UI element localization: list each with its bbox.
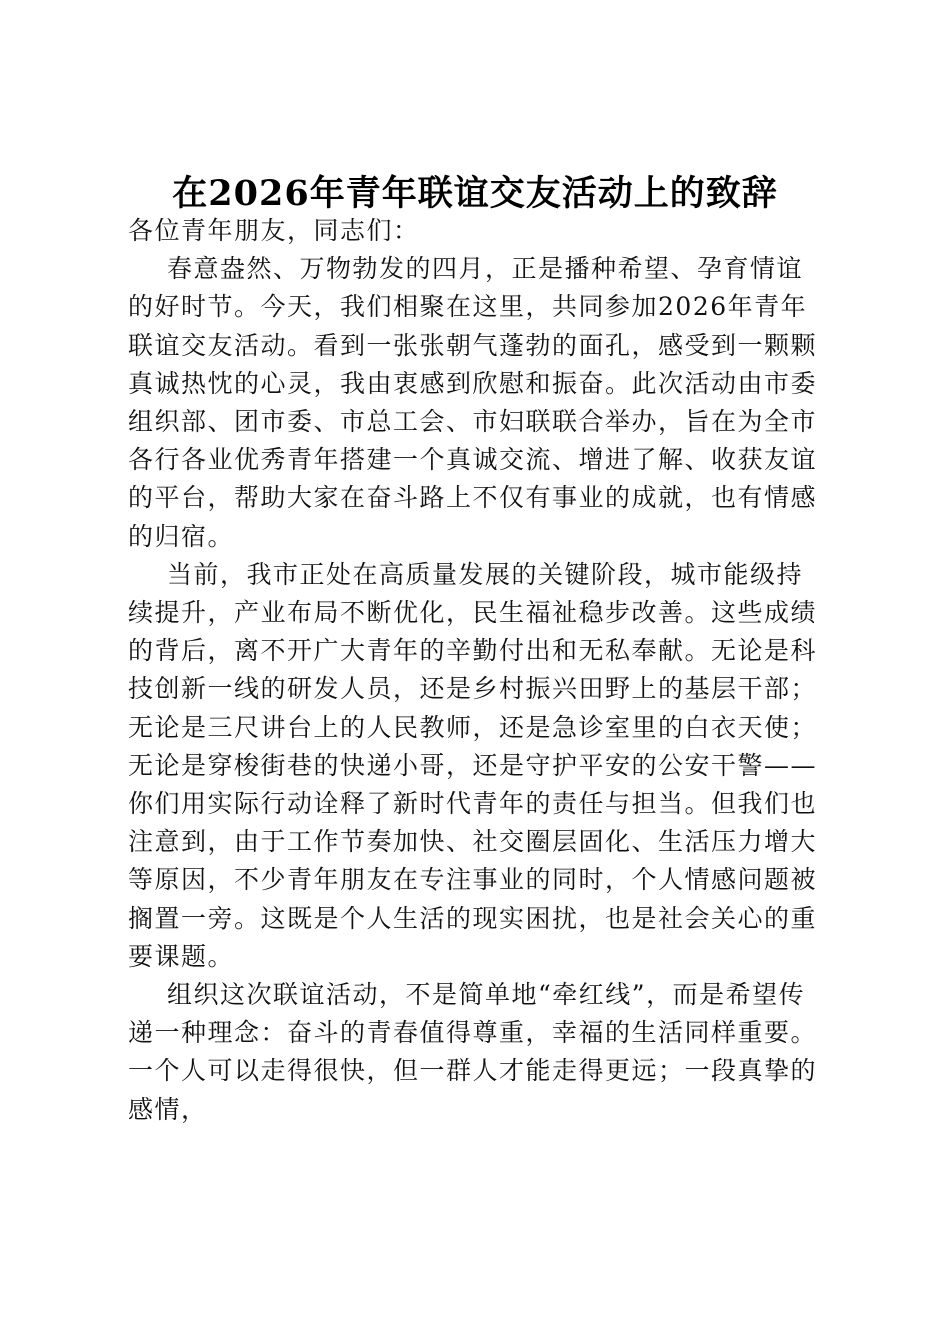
document-body — [128, 212, 828, 1129]
document-title: 在2026年青年联谊交友活动上的致辞 — [172, 173, 778, 214]
paragraph-3: 组织这次联谊活动，不是简单地“牵红线”，而是希望传递一种理念：奋斗的青春值得尊重，幸福的生活同样重要。一个人可以走得很快，但一群人才能走得更远；一段真挚的感情， — [128, 980, 818, 1124]
paragraph-2: 当前，我市正处在高质量发展的关键阶段，城市能级持续提升，产业布局不断优化，民生福祉稳步改善。这些成绩的背后，离不开广大青年的辛勤付出和无私奉献。无论是科技创新一线的研发人员，还是乡村振兴田野上的基层干部；无论是三尺讲台上的人民教师，还是急诊室里的白衣天使；无论是穿梭街巷的快递小哥，还是守护平安的公安干警——你们用实际行动诠释了新时代青年的责任与担当。但我们也注意到，由于工作节奏加快、社交圈层固化、生活压力增大等原因，不少青年朋友在专注事业的同时，个人情感问题被搁置一旁。这既是个人生活的现实困扰，也是社会关心的重要课题。 — [128, 559, 818, 971]
paragraph-1: 春意盎然、万物勃发的四月，正是播种希望、孕育情谊的好时节。今天，我们相聚在这里，共同参加2026年青年联谊交友活动。看到一张张朝气蓬勃的面孔，感受到一颗颗真诚热忱的心灵，我由衷感到欣慰和振奋。此次活动由市委组织部、团市委、市总工会、市妇联联合举办，旨在为全市各行各业优秀青年搭建一个真诚交流、增进了解、收获友谊的平台，帮助大家在奋斗路上不仅有事业的成就，也有情感的归宿。 — [128, 254, 818, 551]
greeting-line: 各位青年朋友，同志们： — [128, 216, 420, 245]
